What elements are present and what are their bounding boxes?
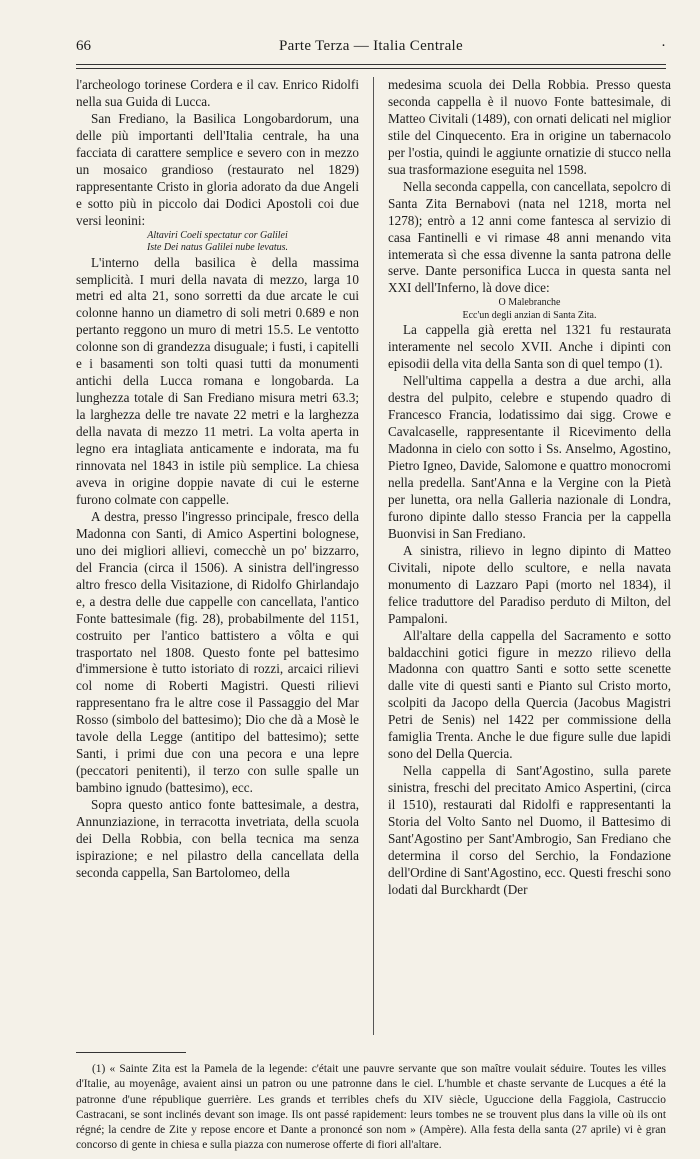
right-column xyxy=(388,77,671,1037)
paragraph: Sopra questo antico fonte battesimale, a destra, Annunziazione, in terracotta invetriata, della scuola dei Della Robbia, con bella tecnica ma senza ispirazione; e nel pilastro della cancellata della seconda cappella, San Bartolomeo, della xyxy=(76,797,359,880)
footnote-rule xyxy=(76,1052,186,1053)
verse-line: Altaviri Coeli spectatur cor Galilei xyxy=(147,229,288,241)
paragraph: l'archeologo torinese Cordera e il cav. Enrico Ridolfi nella sua Guida di Lucca. xyxy=(76,77,359,109)
section-title: Parte Terza — Italia Centrale xyxy=(279,38,463,54)
paragraph: Nella seconda cappella, con cancellata, sepolcro di Santa Zita Bernabovi (nata nel 1218, morta nel 1278); entrò a 12 anni come fantesca al servizio di casa Fantinelli e vi rimase 48 anni menando vita intemerata sì che essa divenne la santa patrona delle serve. Dante personifica Lucca in questa santa nel XXI dell'Inferno, là dove dice: xyxy=(388,178,671,296)
paragraph: All'altare della cappella del Sacramento e sotto baldacchini gotici figure in mezzo rilievo della Madonna con quattro Santi e sotto sette scenette dalle vite di questi santi e Pianto sul Cristo morto, scolpiti da Jacopo della Quercia (Jacobus Magistri Petri de Senis) nel 1422 per commissione della famiglia Trenta. Anche le due figure sulle due lapidi sono del Della Quercia. xyxy=(388,627,671,762)
paragraph: medesima scuola dei Della Robbia. Presso questa seconda cappella è il nuovo Fonte battesimale, di Matteo Civitali (1489), con ornati delicati nel miglior stile del Cinquecento. Era in origine un tabernacolo per l'ostia, quindi le aggiunte ornatizie di stucco nella sua trasformazione eseguita nel 1598. xyxy=(388,77,671,177)
dante-quote-line: Ecc'un degli anzian di Santa Zita. xyxy=(462,309,597,321)
paragraph: A sinistra, rilievo in legno dipinto di Matteo Civitali, nipote dello scultore, e nella navata monumento di Lazzaro Papi (morto nel 1834), il felice traduttore del Paradiso perduto di Milton, del Pampaloni. xyxy=(388,542,671,626)
footnote xyxy=(76,1062,666,1152)
paragraph: La cappella già eretta nel 1321 fu restaurata interamente nel secolo XVII. Anche i dipinti con episodii della vita della Santa son di quel tempo (1). xyxy=(388,322,671,372)
column-divider xyxy=(373,77,374,1035)
running-header xyxy=(76,38,666,60)
header-rule-top xyxy=(76,64,666,65)
paragraph: Nell'ultima cappella a destra a due archi, alla destra del pulpito, celebre e stupendo quadro di Francesco Francia, lodatissimo dai sigg. Crowe e Cavalcaselle, rappresentante il Ricevimento della Madonna in cielo con sotto i Ss. Anselmo, Agostino, Pietro Igneo, Davide, Salomone e quattro monocromi nella predella. Sant'Anna e la Vergine con la Pietà per lunetta, ora nella Galleria nazionale di Londra, furono dipinte dallo stesso Francia per la cappella Buonvisi in San Frediano. xyxy=(388,373,671,541)
footnote-text: (1) « Sainte Zita est la Pamela de la legende: c'était une pauvre servante que son maître voulait séduire. Toutes les villes d'Italie, au moyenâge, avaient ainsi un patron ou une patronne dans le ciel. L'humble et chaste servante de Lucques a été la patronne d'une république guerrière. Les grands et terribles chefs du XIV siècle, Uguccione della Faggiola, Castruccio Castracani, se sont inclinés devant son image. Ils ont passé rapidement: leurs tombes ne se trouvent plus dans la ville où ils ont régné; la cendre de Zite y repose encore et Dante a prononcé son nom » (Ampère). Alla festa della santa (27 aprile) vi è gran concorso di gente in chiesa e sulla piazza con numerose offerte di fiori all'altare. xyxy=(76,1063,666,1152)
verse-line: Iste Dei natus Galilei nube levatus. xyxy=(146,242,289,254)
page-number: 66 xyxy=(76,38,91,54)
margin-mark: · xyxy=(661,38,666,54)
paragraph: Nella cappella di Sant'Agostino, sulla parete sinistra, freschi del precitato Amico Aspertini, (circa il 1510), restaurati dal Ridolfi e rappresentanti la Storia del Volto Santo nel Duomo, il Battesimo di Sant'Agostino per Sant'Ambrogio, San Frediano che determina il corso del Serchio, la Fondazione dell'Ordine di Sant'Agostino, ecc. Questi freschi sono lodati dal Burckhardt (Der xyxy=(388,763,671,897)
paragraph: San Frediano, la Basilica Longobardorum, una delle più importanti dell'Italia centrale, ha una facciata di carattere semplice e severo con in mezzo un mosaico grandioso (restaurato nel 1829) rappresentante Cristo in gloria adorato da due Angeli e sotto più in piccolo dai Dodici Apostoli coi due versi leonini: xyxy=(76,110,359,228)
dante-quote-line: O Malebranche xyxy=(498,297,561,309)
paragraph: L'interno della basilica è della massima semplicità. I muri della navata di mezzo, larga 10 metri ed alta 21, sono sorretti da due arcate le cui colonne hanno un diametro di soli metri 0.689 e non pertanto reggono un muro di metri 15.5. Le ventotto colonne son di grandezza disuguale; i fusti, i capitelli e i basamenti son tolti quasi tutti da monumenti antichi della Lucca romana e longobarda. La lunghezza totale di San Frediano misura metri 63.3; la larghezza delle tre navate 22 metri e la larghezza della navata di mezzo 11 metri. La volta aperta in legno era intagliata anticamente e indorata, ma fu rinnovata nel 1843 in istile più semplice. La chiesa aveva in origine doppie navate di cui le esterne furono colmate con cappelle. xyxy=(76,254,359,507)
paragraph: A destra, presso l'ingresso principale, fresco della Madonna con Santi, di Amico Aspertini bolognese, uno dei migliori allievi, comecchè un po' bizzarro, del Francia (circa il 1506). A sinistra dell'ingresso altro fresco della Visitazione, di Ridolfo Ghirlandajo e, a destra delle due cappelle con cancellata, l'antico Fonte battesimale (fig. 28), probabilmente del 1151, costruito per l'antico battistero a vôlta e qui trasportato nel 1808. Questo fonte pel battesimo d'immersione è tutto istoriato di rozzi, arcaici rilievi col nome di Roberti Magistri. Questi rilievi rappresentano fra le altre cose il Passaggio del Mar Rosso (simbolo del battesimo); Dio che dà a Mosè le tavole della Legge (antitipo del battesimo); sette Santi, i primi due con una pecora e una lepre (peccatori penitenti), il terzo con sulle spalle un bambino ignudo (battesimo), ecc. xyxy=(76,508,359,796)
header-rule-bottom xyxy=(76,68,666,69)
left-column xyxy=(76,77,359,1037)
